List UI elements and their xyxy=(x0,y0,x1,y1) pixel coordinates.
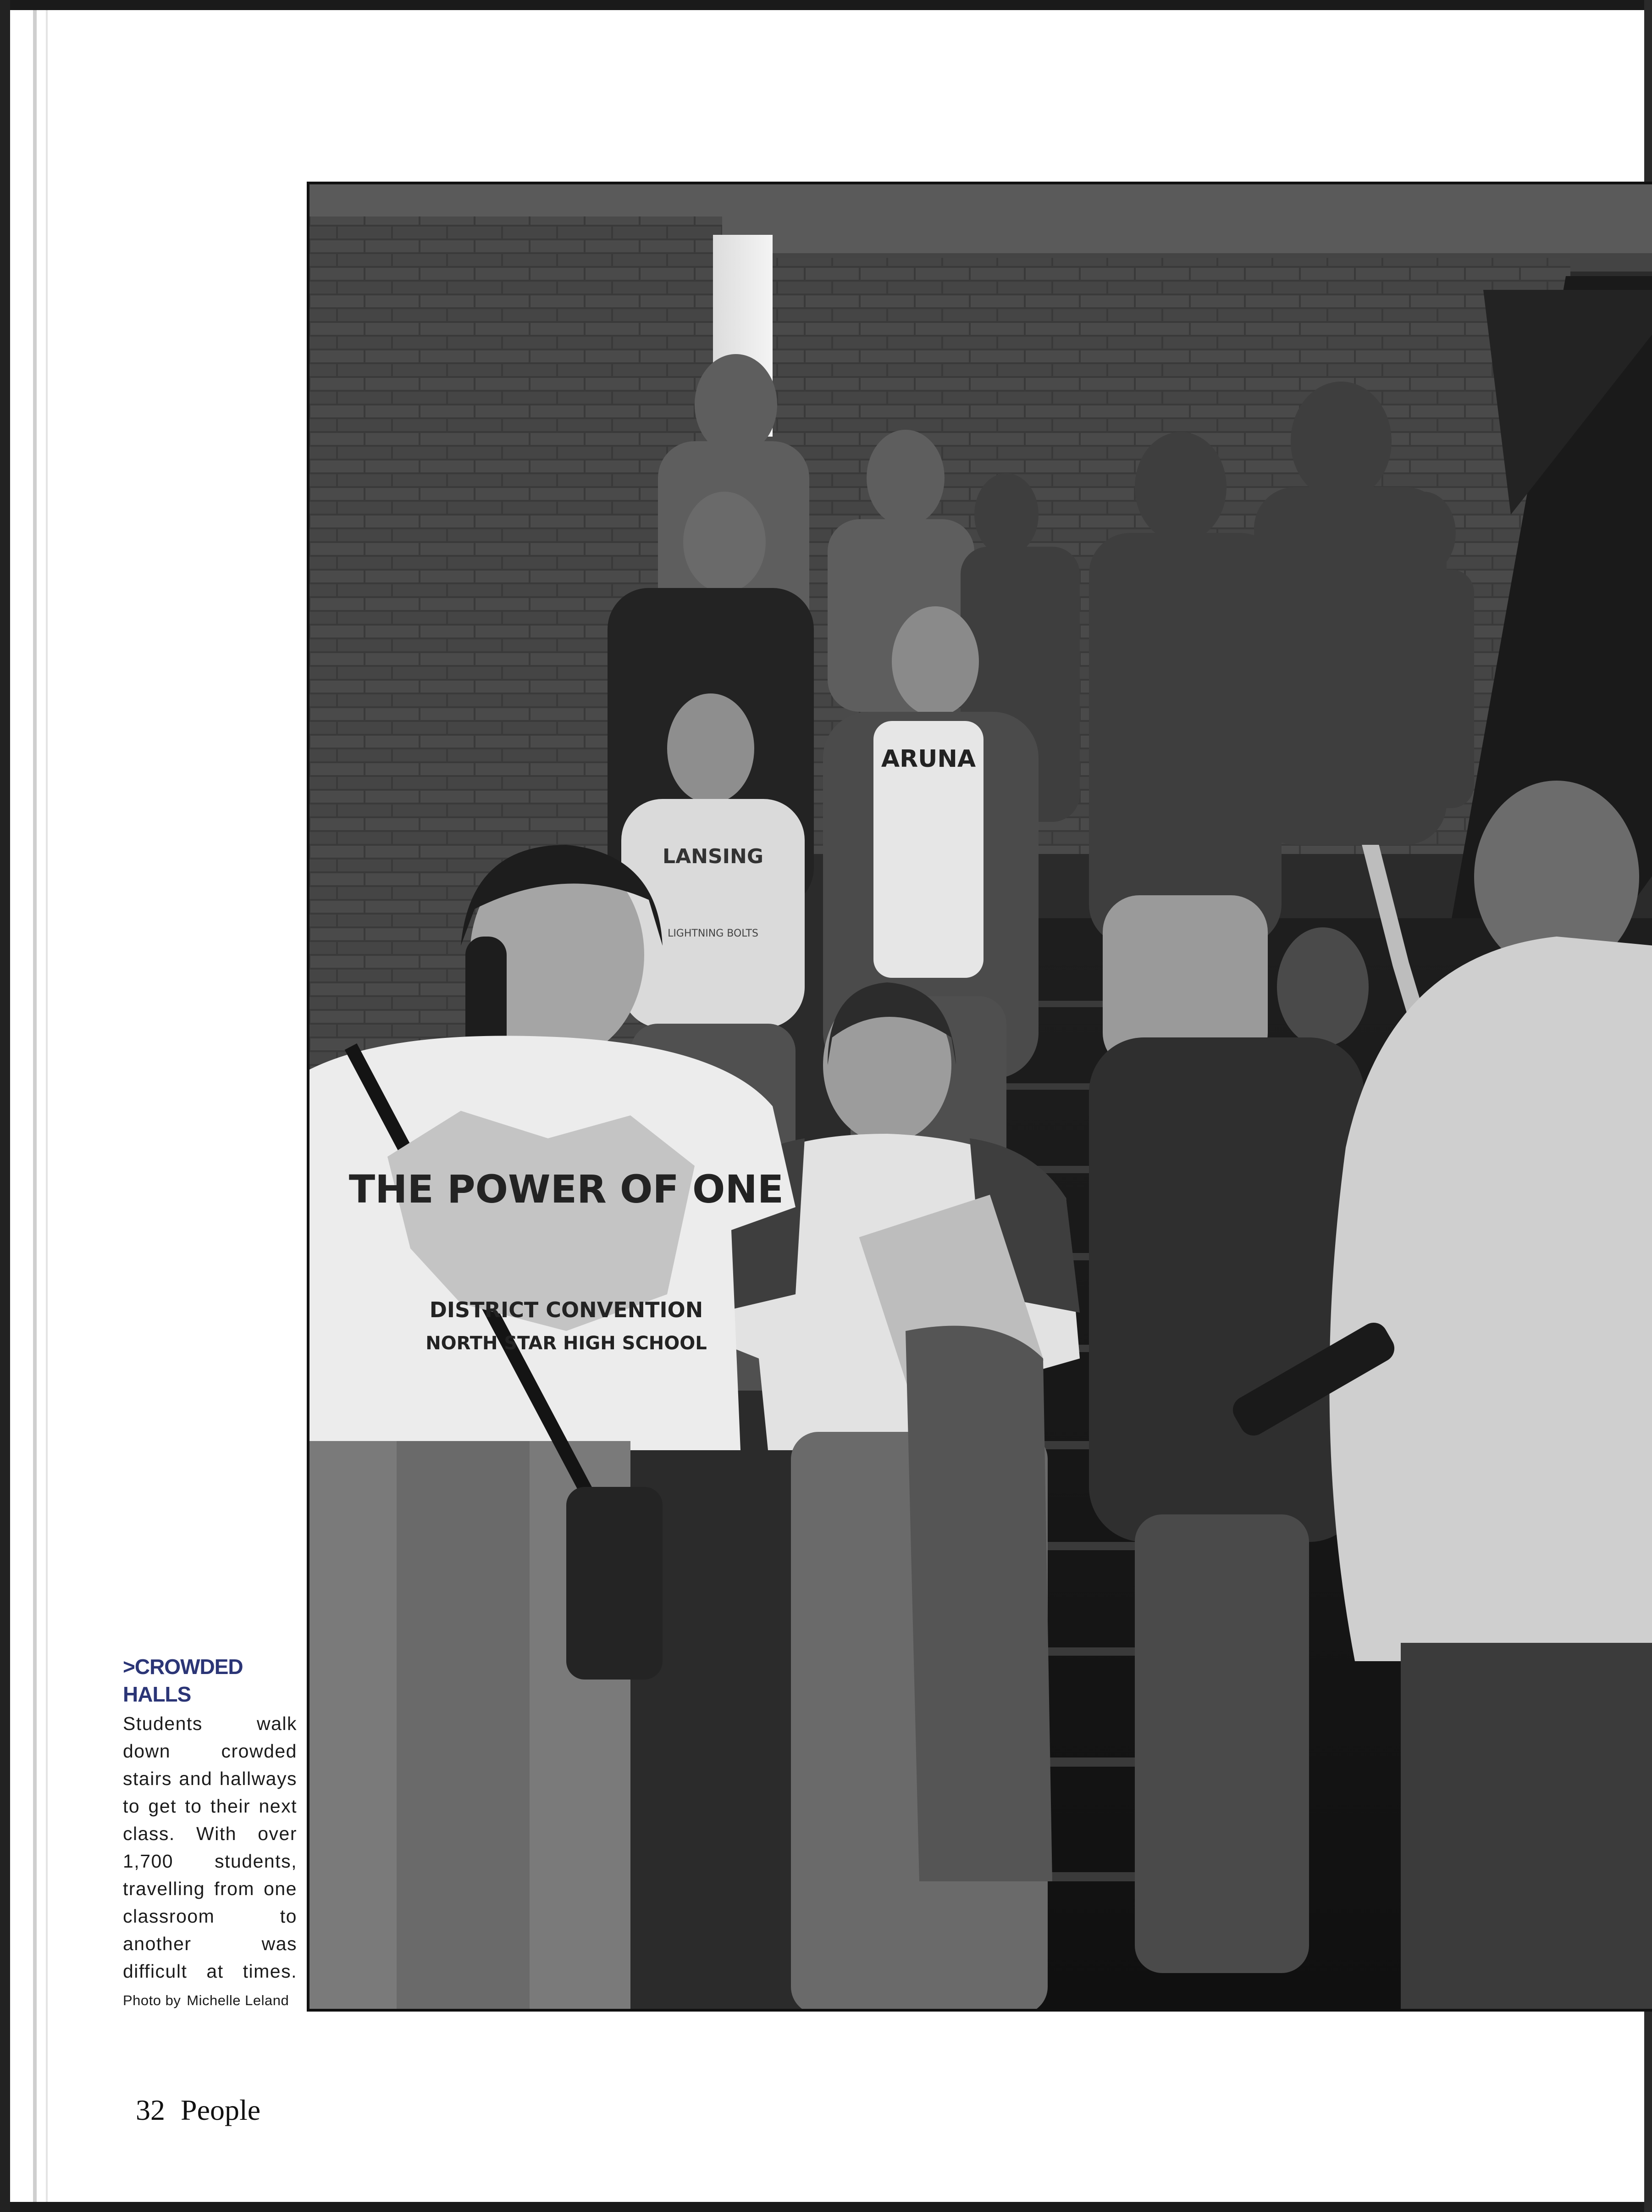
shirt-text-lansing: LANSING xyxy=(663,845,763,868)
shirt-text-district: DISTRICT CONVENTION xyxy=(429,1297,703,1322)
caption-credit-label: Photo by xyxy=(123,1992,181,2008)
shirt-text-bolts: LIGHTNING BOLTS xyxy=(668,928,758,939)
page-edge-left xyxy=(0,0,10,2212)
caption-credit-name: Michelle Leland xyxy=(187,1992,289,2008)
shirt-text-aruna: ARUNA xyxy=(881,745,976,773)
page-edge-top xyxy=(0,0,1652,10)
page-edge-bottom xyxy=(0,2202,1652,2212)
page-folio xyxy=(136,2093,260,2127)
section-name: People xyxy=(181,2094,261,2126)
binding-gutter-line xyxy=(46,10,48,2202)
crowded-stairs-photo xyxy=(307,182,1652,2012)
photo-caption xyxy=(123,1653,297,2014)
page-number: 32 xyxy=(136,2094,165,2126)
binding-gutter xyxy=(33,10,37,2202)
shirt-text-school: NORTH STAR HIGH SCHOOL xyxy=(425,1333,707,1354)
shirt-text-power-of-one: THE POWER OF ONE xyxy=(348,1167,784,1212)
caption-title: >CROWDED HALLS xyxy=(123,1655,243,1706)
caption-body: Students walk down crowded stairs and hallways to get to their next class. With over 1,700 students, travelling from one classroom to another was difficult at times. xyxy=(123,1713,297,1982)
